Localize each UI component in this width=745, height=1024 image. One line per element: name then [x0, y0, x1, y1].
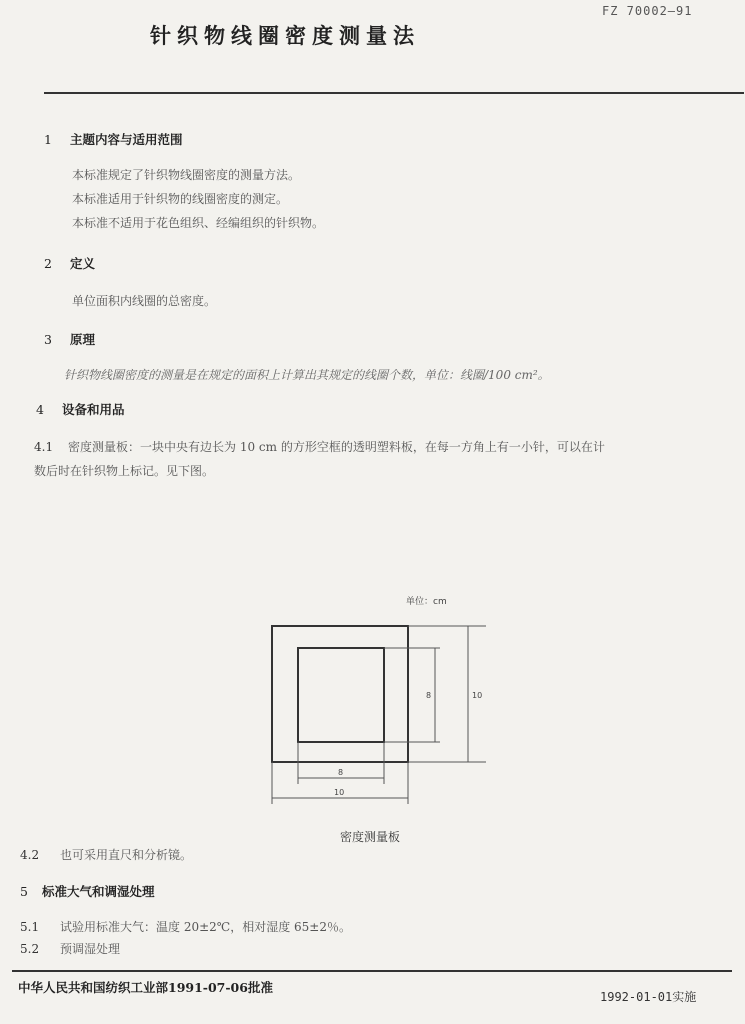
dim-inner-horizontal: 8 [338, 768, 344, 777]
clause-text: 也可采用直尺和分析镜。 [60, 848, 193, 862]
section-number: 1 [44, 132, 52, 147]
clause-number: 4.1 [34, 440, 54, 454]
section-title: 定义 [70, 256, 96, 271]
section-title: 设备和用品 [62, 402, 125, 417]
issuer-approval: 中华人民共和国纺织工业部1991-07-06批准 [18, 980, 273, 995]
section-2-heading [44, 254, 95, 272]
dim-outer-horizontal: 10 [334, 788, 345, 797]
unit-label: 单位：cm [406, 597, 447, 607]
paragraph: 单位面积内线圈的总密度。 [72, 294, 217, 308]
inner-window [298, 648, 384, 742]
dim-outer-vertical: 10 [472, 691, 483, 700]
clause-number: 4.2 [20, 848, 40, 862]
clause-4-1 [34, 438, 739, 456]
section-title: 主题内容与适用范围 [70, 132, 183, 147]
clause-4-1-continued: 数后时在针织物上标记。见下图。 [34, 464, 215, 478]
header-rule [44, 92, 744, 94]
clause-number: 5.2 [20, 942, 40, 956]
footer-rule [12, 970, 732, 972]
paragraph: 针织物线圈密度的测量是在规定的面积上计算出其规定的线圈个数，单位：线圈/100 cm²。 [64, 368, 550, 382]
clause-text: 试验用标准大气：温度 20±2℃，相对湿度 65±2％。 [60, 920, 351, 934]
section-5-heading [20, 882, 155, 900]
page-title: 针织物线圈密度测量法 [150, 23, 420, 48]
section-4-heading [36, 400, 125, 418]
clause-5-2 [20, 940, 120, 958]
paragraph: 本标准适用于针织物的线圈密度的测定。 [72, 192, 289, 206]
section-number: 5 [20, 884, 28, 899]
clause-number: 5.1 [20, 920, 40, 934]
paragraph: 本标准规定了针织物线圈密度的测量方法。 [72, 168, 301, 182]
clause-4-2 [20, 846, 192, 864]
section-3-heading [44, 330, 95, 348]
clause-text: 预调湿处理 [60, 942, 121, 956]
clause-text: 密度测量板：一块中央有边长为 10 cm 的方形空框的透明塑料板，在每一方角上有一小针，可以在计 [68, 440, 605, 454]
paragraph: 本标准不适用于花色组织、经编组织的针织物。 [72, 216, 325, 230]
section-title: 标准大气和调湿处理 [42, 884, 155, 899]
section-number: 2 [44, 256, 52, 271]
section-title: 原理 [70, 332, 96, 347]
implementation-date: 1992-01-01实施 [600, 990, 697, 1004]
dim-inner-vertical: 8 [426, 691, 432, 700]
density-board-figure [240, 580, 520, 824]
section-number: 4 [36, 402, 44, 417]
clause-5-1 [20, 918, 351, 936]
standard-code: FZ 70002—91 [602, 4, 693, 18]
figure-caption: 密度测量板 [340, 830, 401, 844]
density-board-diagram [240, 580, 520, 820]
section-1-heading [44, 130, 183, 148]
section-number: 3 [44, 332, 52, 347]
